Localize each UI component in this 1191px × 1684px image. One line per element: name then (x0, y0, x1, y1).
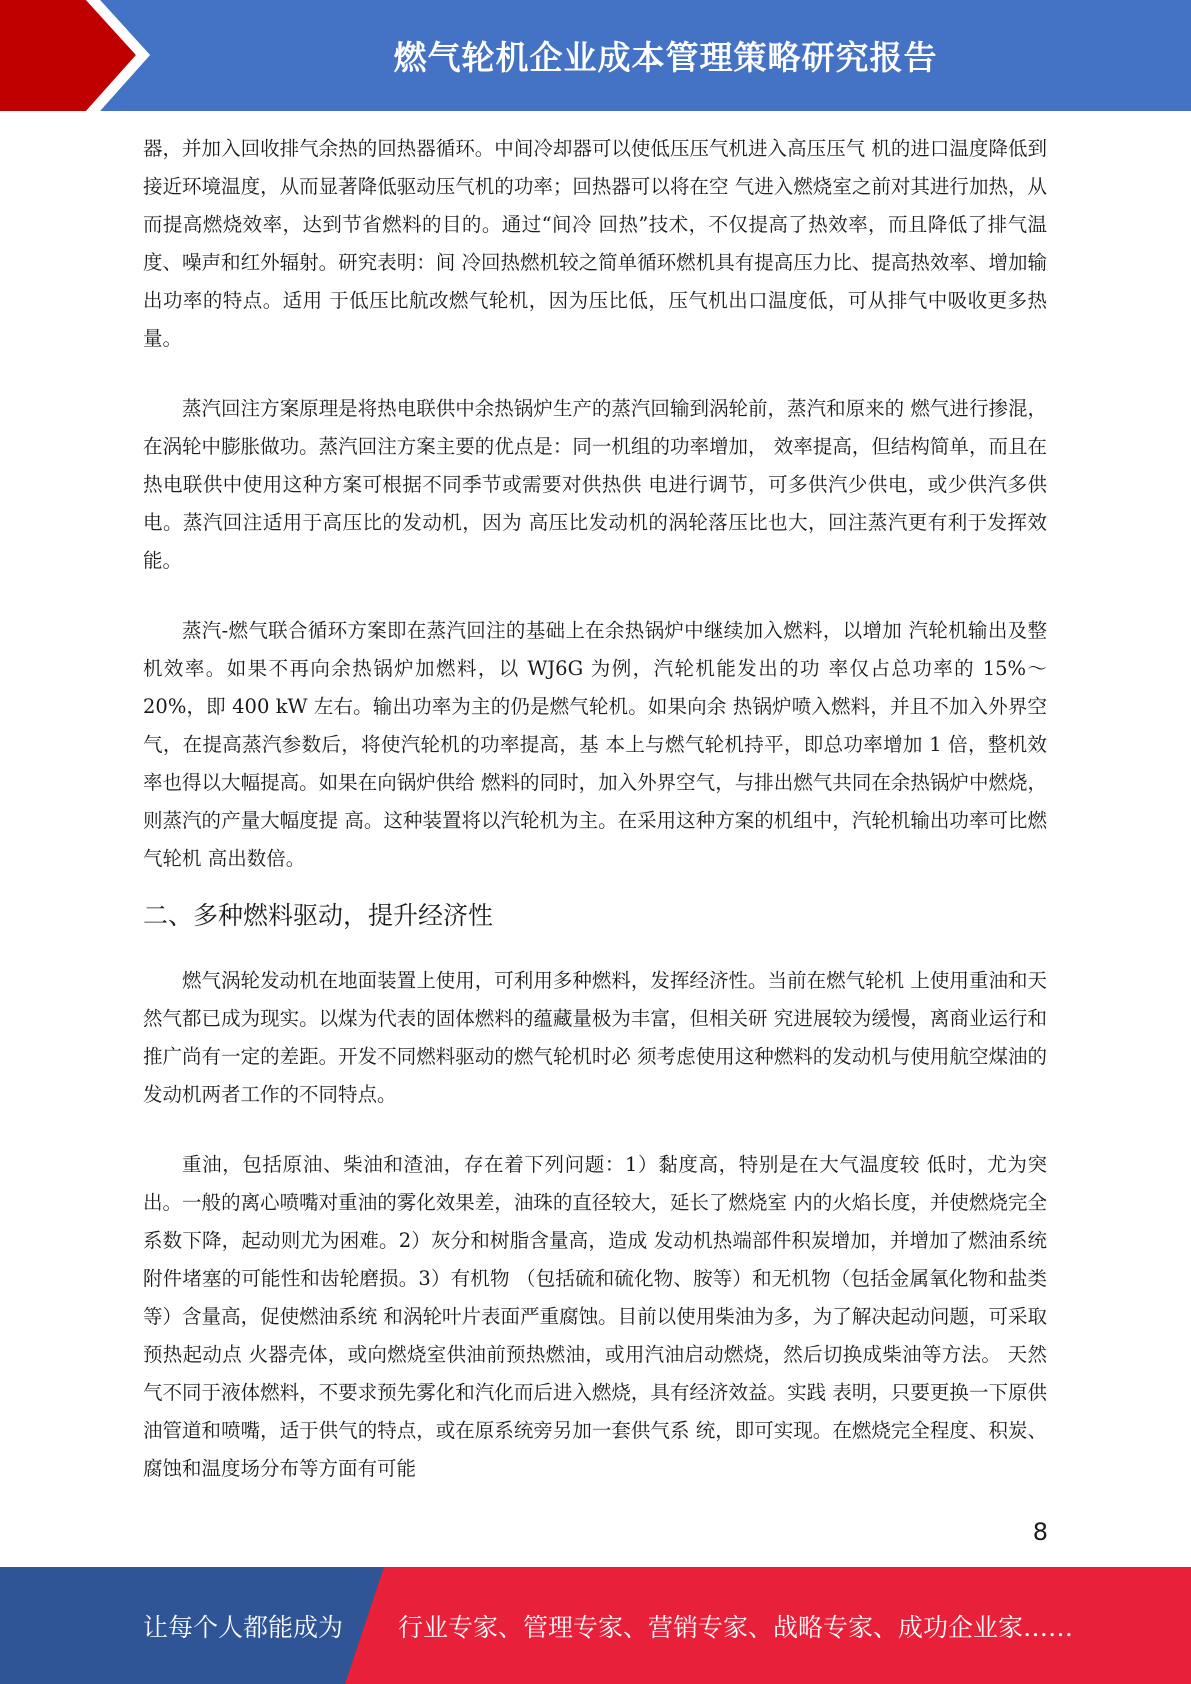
page-header (0, 0, 1191, 111)
header-arrow-ribbon (0, 0, 160, 111)
paragraph-combined-cycle: 蒸汽-燃气联合循环方案即在蒸汽回注的基础上在余热锅炉中继续加入燃料，以增加 汽轮机输出及整机效率。如果不再向余热锅炉加燃料，以 WJ6G 为例，汽轮机能发出的功 率仅占总功率的 15%～20%，即 400 kW 左右。输出功率为主的仍是燃气轮机。如果向余 热锅炉喷入燃料，并且不加入外界空气，在提高蒸汽参数后，将使汽轮机的功率提高，基 本上与燃气轮机持平，即总功率增加 1 倍，整机效率也得以大幅提高。如果在向锅炉供给 燃料的同时，加入外界空气，与排出燃气共同在余热锅炉中燃烧，则蒸汽的产量大幅度提 高。这种装置将以汽轮机为主。在采用这种方案的机组中，汽轮机输出功率可比燃气轮机 高出数倍。 (143, 619, 1047, 870)
paragraph-steam-injection: 蒸汽回注方案原理是将热电联供中余热锅炉生产的蒸汽回输到涡轮前，蒸汽和原来的 燃气进行掺混，在涡轮中膨胀做功。蒸汽回注方案主要的优点是：同一机组的功率增加， 效率提高，但结构简单，而且在热电联供中使用这种方案可根据不同季节或需要对供热供 电进行调节，可多供汽少供电，或少供汽多供电。蒸汽回注适用于高压比的发动机，因为 高压比发动机的涡轮落压比也大，回注蒸汽更有利于发挥效能。 (143, 397, 1047, 572)
paragraph-intercooled-regenerative: 器，并加入回收排气余热的回热器循环。中间冷却器可以使低压压气机进入高压压气 机的进口温度降低到接近环境温度，从而显著降低驱动压气机的功率；回热器可以将在空 气进入燃烧室之前对其进行加热，从而提高燃烧效率，达到节省燃料的目的。通过“间冷 回热”技术，不仅提高了热效率，而且降低了排气温度、噪声和红外辐射。研究表明：间 冷回热燃机较之简单循环燃机具有提高压力比、提高热效率、增加输出功率的特点。适用 于低压比航改燃气轮机，因为压比低，压气机出口温度低，可从排气中吸收更多热量。 (143, 137, 1047, 350)
paragraph-multi-fuel: 燃气涡轮发动机在地面装置上使用，可利用多种燃料，发挥经济性。当前在燃气轮机 上使用重油和天然气都已成为现实。以煤为代表的固体燃料的蕴藏量极为丰富，但相关研 究进展较为缓慢，离商业运行和推广尚有一定的差距。开发不同燃料驱动的燃气轮机时必 须考虑使用这种燃料的发动机与使用航空煤油的发动机两者工作的不同特点。 (143, 969, 1047, 1106)
footer-slogan-left: 让每个人都能成为 (143, 1612, 344, 1642)
footer-slogan-right: 行业专家、管理专家、营销专家、战略专家、成功企业家…… (398, 1612, 1074, 1642)
section-heading: 二、多种燃料驱动，提升经济性 (143, 901, 494, 930)
page-footer (0, 1567, 1191, 1684)
page-content (143, 130, 1047, 1488)
paragraph-heavy-oil: 重油，包括原油、柴油和渣油，存在着下列问题：1）黏度高，特别是在大气温度较 低时，尤为突出。一般的离心喷嘴对重油的雾化效果差，油珠的直径较大，延长了燃烧室 内的火焰长度，并使燃烧完全系数下降，起动则尤为困难。2）灰分和树脂含量高，造成 发动机热端部件积炭增加，并增加了燃油系统附件堵塞的可能性和齿轮磨损。3）有机物 （包括硫和硫化物、胺等）和无机物（包括金属氧化物和盐类等）含量高，促使燃油系统 和涡轮叶片表面严重腐蚀。目前以使用柴油为多，为了解决起动问题，可采取预热起动点 火器壳体，或向燃烧室供油前预热燃油，或用汽油启动燃烧，然后切换成柴油等方法。 天然气不同于液体燃料，不要求预先雾化和汽化而后进入燃烧，具有经济效益。实践 表明，只要更换一下原供油管道和喷嘴，适于供气的特点，或在原系统旁另加一套供气系 统，即可实现。在燃烧完全程度、积炭、腐蚀和温度场分布等方面有可能 (143, 1153, 1047, 1480)
page-number: 8 (1032, 1518, 1048, 1546)
document-title: 燃气轮机企业成本管理策略研究报告 (393, 38, 938, 77)
